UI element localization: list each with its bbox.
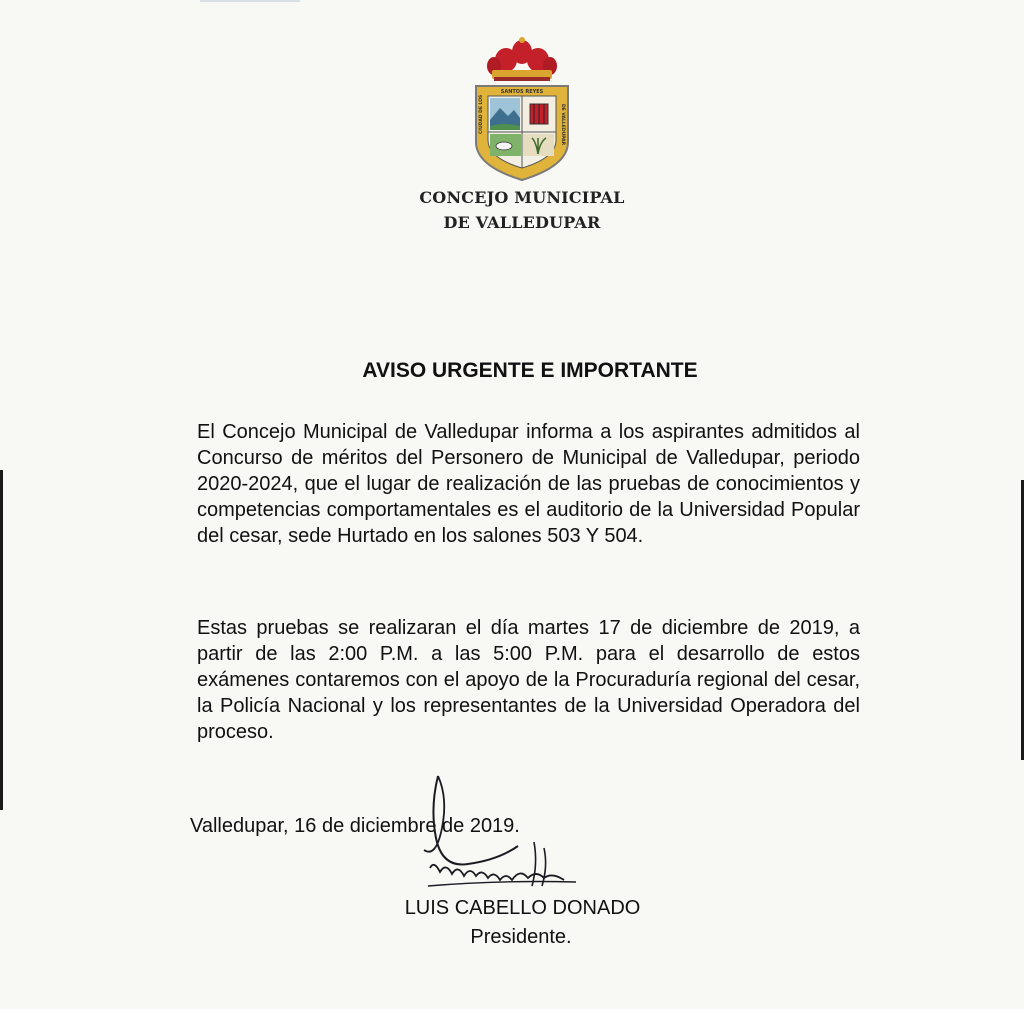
svg-text:SANTOS REYES: SANTOS REYES <box>500 89 544 95</box>
institution-city: DE VALLEDUPAR <box>443 213 601 232</box>
signer-role: Presidente. <box>470 926 572 948</box>
crown-icon <box>487 37 557 81</box>
svg-text:DE VALLEDUPAR: DE VALLEDUPAR <box>560 104 565 146</box>
handwritten-signature <box>408 768 588 898</box>
notice-paragraph-2: Estas pruebas se realizaran el día martes 17 de diciembre de 2019, a partir de las 2:00 P.M. a las 5:00 P.M. para el desarrollo de estos exámenes contaremos con el apoyo de la Procuraduría regional del cesar, la Policía Nacional y los representantes de la Universidad Operadora del proceso. <box>197 617 860 743</box>
institution-name: CONCEJO MUNICIPAL <box>419 188 625 207</box>
notice-title: AVISO URGENTE E IMPORTANTE <box>362 359 698 382</box>
municipal-coat-of-arms-icon <box>470 34 574 184</box>
place-date: Valledupar, 16 de diciembre de 2019. <box>190 815 520 837</box>
scan-artifact <box>200 0 300 2</box>
scan-edge-left <box>0 470 3 810</box>
notice-paragraph-1: El Concejo Municipal de Valledupar informa a los aspirantes admitidos al Concurso de méritos del Personero de Municipal de Valledupar, periodo 2020-2024, que el lugar de realización de las pruebas de conocimientos y competencias comportamentales es el auditorio de la Universidad Popular del cesar, sede Hurtado en los salones 503 Y 504. <box>197 421 860 547</box>
signer-name: LUIS CABELLO DONADO <box>404 897 641 919</box>
svg-text:CIUDAD DE LOS: CIUDAD DE LOS <box>479 94 484 134</box>
